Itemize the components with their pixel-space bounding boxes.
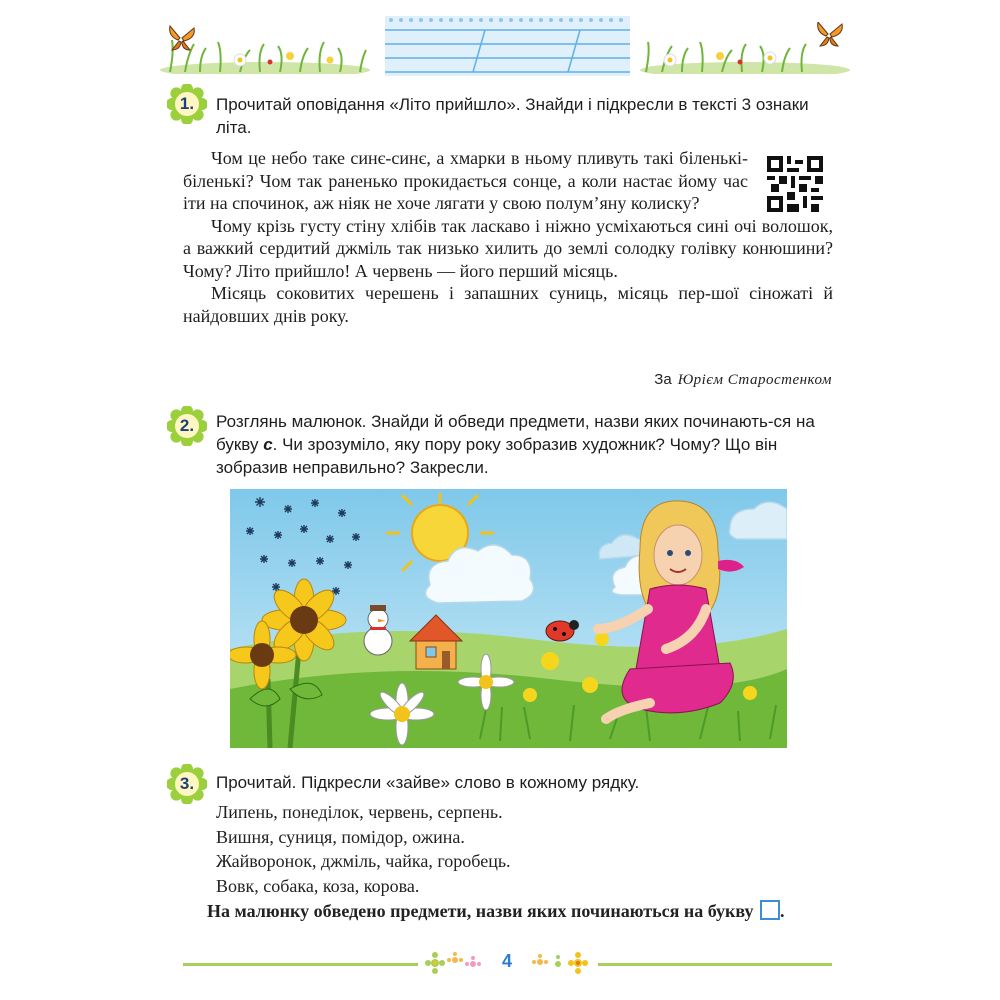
- task-2-instruction: [216, 410, 832, 479]
- word-row: Жайворонок, джміль, чайка, горобець.: [216, 851, 511, 871]
- task-2-text-after: . Чи зрозуміло, яку пору року зобразив художник? Чому? Що він зобразив неправильно? Закресли.: [216, 435, 778, 477]
- word-rows: [216, 800, 511, 898]
- task-2-letter: с: [263, 435, 273, 454]
- word-row: Вишня, суниця, помідор, ожина.: [216, 826, 465, 847]
- grass-butterfly-decoration-right: [640, 22, 850, 74]
- answer-box[interactable]: [760, 900, 780, 920]
- word-row: Вовк, собака, коза, корова.: [216, 875, 420, 896]
- page-number: 4: [501, 951, 512, 971]
- task-2-marker: [167, 406, 207, 446]
- story-paragraph: Чом це небо таке синє-синє, а хмарки в ньому пливуть такі біленькі-біленькі? Чом так раненько прокидається сонце, а коли настає йому час іти на спочинок, аж ніяк не хоче лягати у свою полум’яну колиску?: [183, 148, 748, 213]
- task-3-number: 3.: [179, 774, 195, 793]
- story-text: [183, 147, 833, 327]
- task-1-number: 1.: [179, 94, 195, 113]
- task-3-marker: [167, 764, 207, 804]
- summer-illustration: [230, 489, 787, 748]
- date-writing-lines: [385, 16, 630, 76]
- word-row: Липень, понеділок, червень, серпень.: [216, 802, 503, 822]
- task-2-text-before: Розглянь малюнок. Знайди й обведи предмети, назви яких починають-ся на букву: [216, 412, 815, 454]
- task-1-instruction: Прочитай оповідання «Літо прийшло». Знайди і підкресли в тексті 3 ознаки літа.: [216, 95, 809, 137]
- author-name: Юрієм Старостенком: [677, 372, 832, 388]
- flowers-footer-icon: [530, 950, 592, 976]
- author-label: За: [654, 371, 672, 388]
- final-question: На малюнку обведено предмети, назви яких починаються на букву .: [207, 901, 785, 921]
- grass-butterfly-decoration-left: [160, 22, 370, 74]
- flowers-footer-icon: [425, 950, 487, 976]
- story-paragraph: Місяць соковитих черешень і запашних суниць, місяць пер-шої сіножаті й найдовших днів року.: [183, 283, 833, 326]
- final-question-text: На малюнку обведено предмети, назви яких починаються на букву: [207, 901, 754, 921]
- task-2-number: 2.: [179, 416, 195, 435]
- story-author: [654, 371, 832, 389]
- footer-line-left: [183, 963, 418, 966]
- task-1-marker: [167, 84, 207, 124]
- task-3-instruction: Прочитай. Підкресли «зайве» слово в кожному рядку.: [216, 773, 640, 792]
- footer-line-right: [598, 963, 832, 966]
- summer-scene-illustration: [230, 489, 787, 748]
- story-paragraph: Чому крізь густу стіну хлібів так ласкаво і ніжно усміхаються сині очі волошок, а важкий сердитий джміль так низько хилить до землі солодку голівку конюшини? Чому? Літо прийшло! А червень — його перший місяць.: [183, 215, 833, 281]
